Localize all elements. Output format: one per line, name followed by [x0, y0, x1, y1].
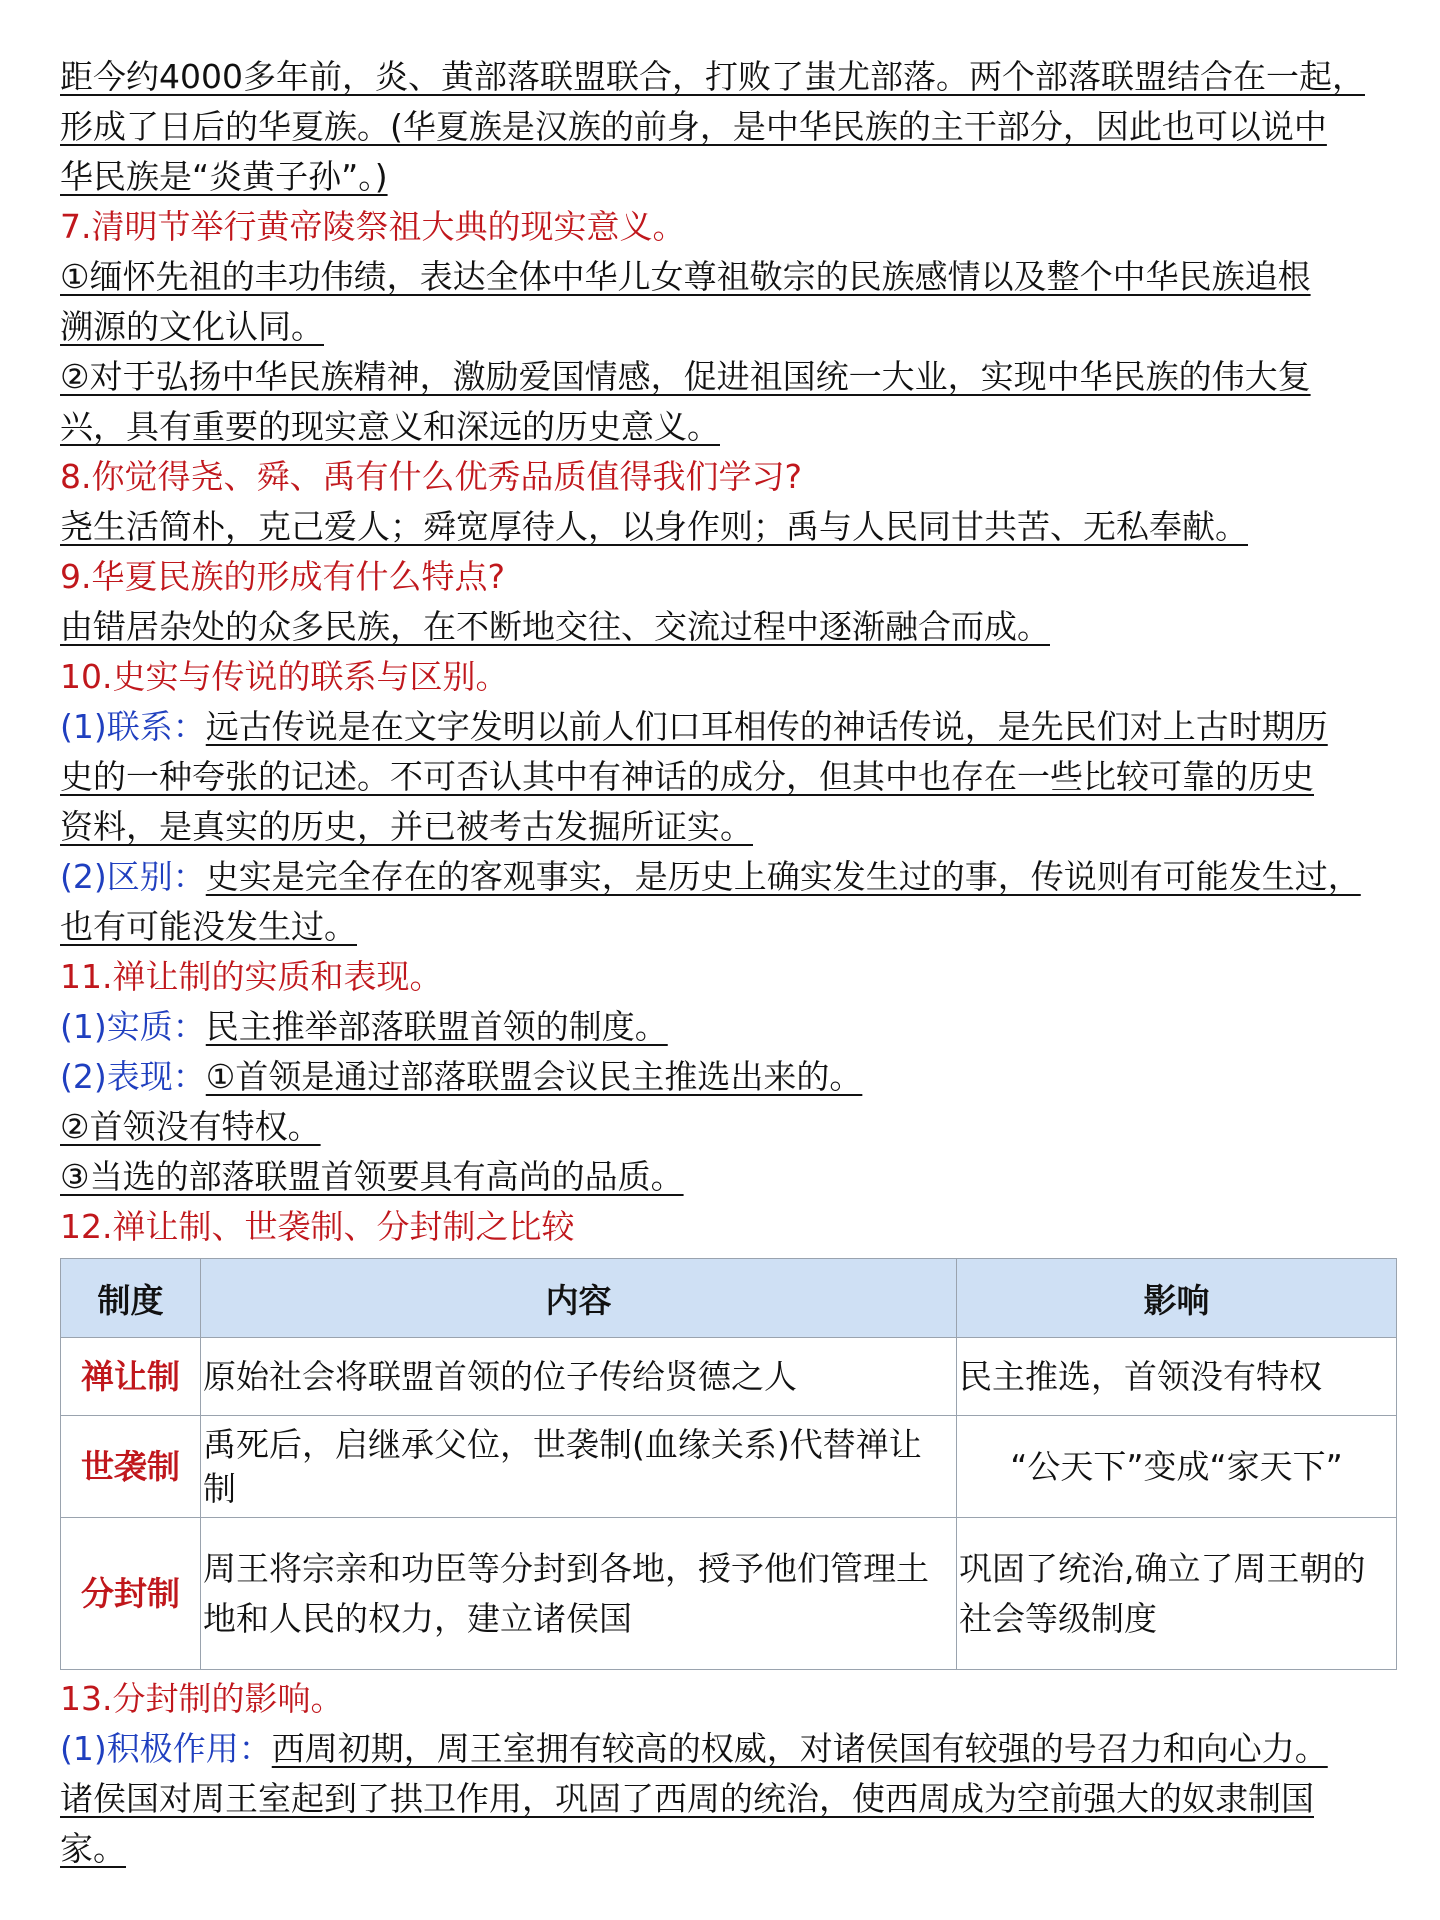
- q7-answer-line: ②对于弘扬中华民族精神，激励爱国情感，促进祖国统一大业，实现中华民族的伟大复: [60, 357, 1311, 396]
- row-impact: 民主推选，首领没有特权: [957, 1338, 1397, 1416]
- q13-positive-label: (1)积极作用：: [60, 1729, 272, 1768]
- row-impact: 巩固了统治,确立了周王朝的社会等级制度: [957, 1518, 1397, 1670]
- question-7-title: 7.清明节举行黄帝陵祭祖大典的现实意义。: [60, 207, 686, 246]
- header-system: 制度: [61, 1259, 201, 1338]
- q7-answer-line: 兴，具有重要的现实意义和深远的历史意义。: [60, 407, 720, 446]
- q10-link-line: 资料，是真实的历史，并已被考古发掘所证实。: [60, 807, 753, 846]
- question-13-title: 13.分封制的影响。: [60, 1679, 344, 1718]
- table-header-row: [61, 1259, 1397, 1338]
- intro-line: 华民族是“炎黄子孙”。): [60, 157, 388, 196]
- q11-essence: 民主推举部落联盟首领的制度。: [205, 1007, 668, 1046]
- q10-link-label: (1)联系：: [60, 707, 206, 746]
- row-impact: “公天下”变成“家天下”: [957, 1416, 1397, 1518]
- q8-answer: 尧生活简朴，克己爱人；舜宽厚待人，以身作则；禹与人民同甘共苦、无私奉献。: [60, 507, 1248, 546]
- table-row: [61, 1338, 1397, 1416]
- q10-link-line: 史的一种夸张的记述。不可否认其中有神话的成分，但其中也存在一些比较可靠的历史: [60, 757, 1314, 796]
- row-content: 原始社会将联盟首领的位子传给贤德之人: [201, 1338, 957, 1416]
- header-impact: 影响: [957, 1259, 1397, 1338]
- q13-positive-line: 家。: [60, 1829, 126, 1868]
- q13-positive-line: 西周初期，周王室拥有较高的权威，对诸侯国有较强的号召力和向心力。: [271, 1729, 1328, 1768]
- row-system: 禅让制: [61, 1338, 201, 1416]
- q11-show-item: ②首领没有特权。: [60, 1107, 321, 1146]
- row-content: 周王将宗亲和功臣等分封到各地，授予他们管理土地和人民的权力，建立诸侯国: [201, 1518, 957, 1670]
- intro-line: 形成了日后的华夏族。(华夏族是汉族的前身，是中华民族的主干部分，因此也可以说中: [60, 107, 1327, 146]
- question-10-title: 10.史实与传说的联系与区别。: [60, 657, 509, 696]
- q10-diff-line: 也有可能没发生过。: [60, 907, 357, 946]
- q11-show-item: ①首领是通过部落联盟会议民主推选出来的。: [205, 1057, 863, 1096]
- question-12-title: 12.禅让制、世袭制、分封制之比较: [60, 1207, 575, 1246]
- q7-answer-line: 溯源的文化认同。: [60, 307, 324, 346]
- q13-positive-line: 诸侯国对周王室起到了拱卫作用，巩固了西周的统治，使西周成为空前强大的奴隶制国: [60, 1779, 1314, 1818]
- row-system: 世袭制: [61, 1416, 201, 1518]
- header-content: 内容: [201, 1259, 957, 1338]
- q11-show-label: (2)表现：: [60, 1057, 206, 1096]
- intro-line: 距今约4000多年前，炎、黄部落联盟联合，打败了蚩尤部落。两个部落联盟结合在一起，: [60, 57, 1365, 96]
- q10-diff-label: (2)区别：: [60, 857, 206, 896]
- notes-page: [60, 52, 1396, 1874]
- comparison-table: [60, 1258, 1397, 1670]
- question-11-title: 11.禅让制的实质和表现。: [60, 957, 443, 996]
- q11-essence-label: (1)实质：: [60, 1007, 206, 1046]
- row-content: 禹死后，启继承父位，世袭制(血缘关系)代替禅让制: [201, 1416, 957, 1518]
- q10-diff-line: 史实是完全存在的客观事实，是历史上确实发生过的事，传说则有可能发生过，: [205, 857, 1361, 896]
- q11-show-item: ③当选的部落联盟首领要具有高尚的品质。: [60, 1157, 684, 1196]
- table-row: [61, 1416, 1397, 1518]
- q9-answer: 由错居杂处的众多民族，在不断地交往、交流过程中逐渐融合而成。: [60, 607, 1050, 646]
- question-9-title: 9.华夏民族的形成有什么特点?: [60, 557, 506, 596]
- q10-link-line: 远古传说是在文字发明以前人们口耳相传的神话传说，是先民们对上古时期历: [205, 707, 1328, 746]
- question-8-title: 8.你觉得尧、舜、禹有什么优秀品质值得我们学习?: [60, 457, 803, 496]
- q7-answer-line: ①缅怀先祖的丰功伟绩，表达全体中华儿女尊祖敬宗的民族感情以及整个中华民族追根: [60, 257, 1311, 296]
- table-row: [61, 1518, 1397, 1670]
- row-system: 分封制: [61, 1518, 201, 1670]
